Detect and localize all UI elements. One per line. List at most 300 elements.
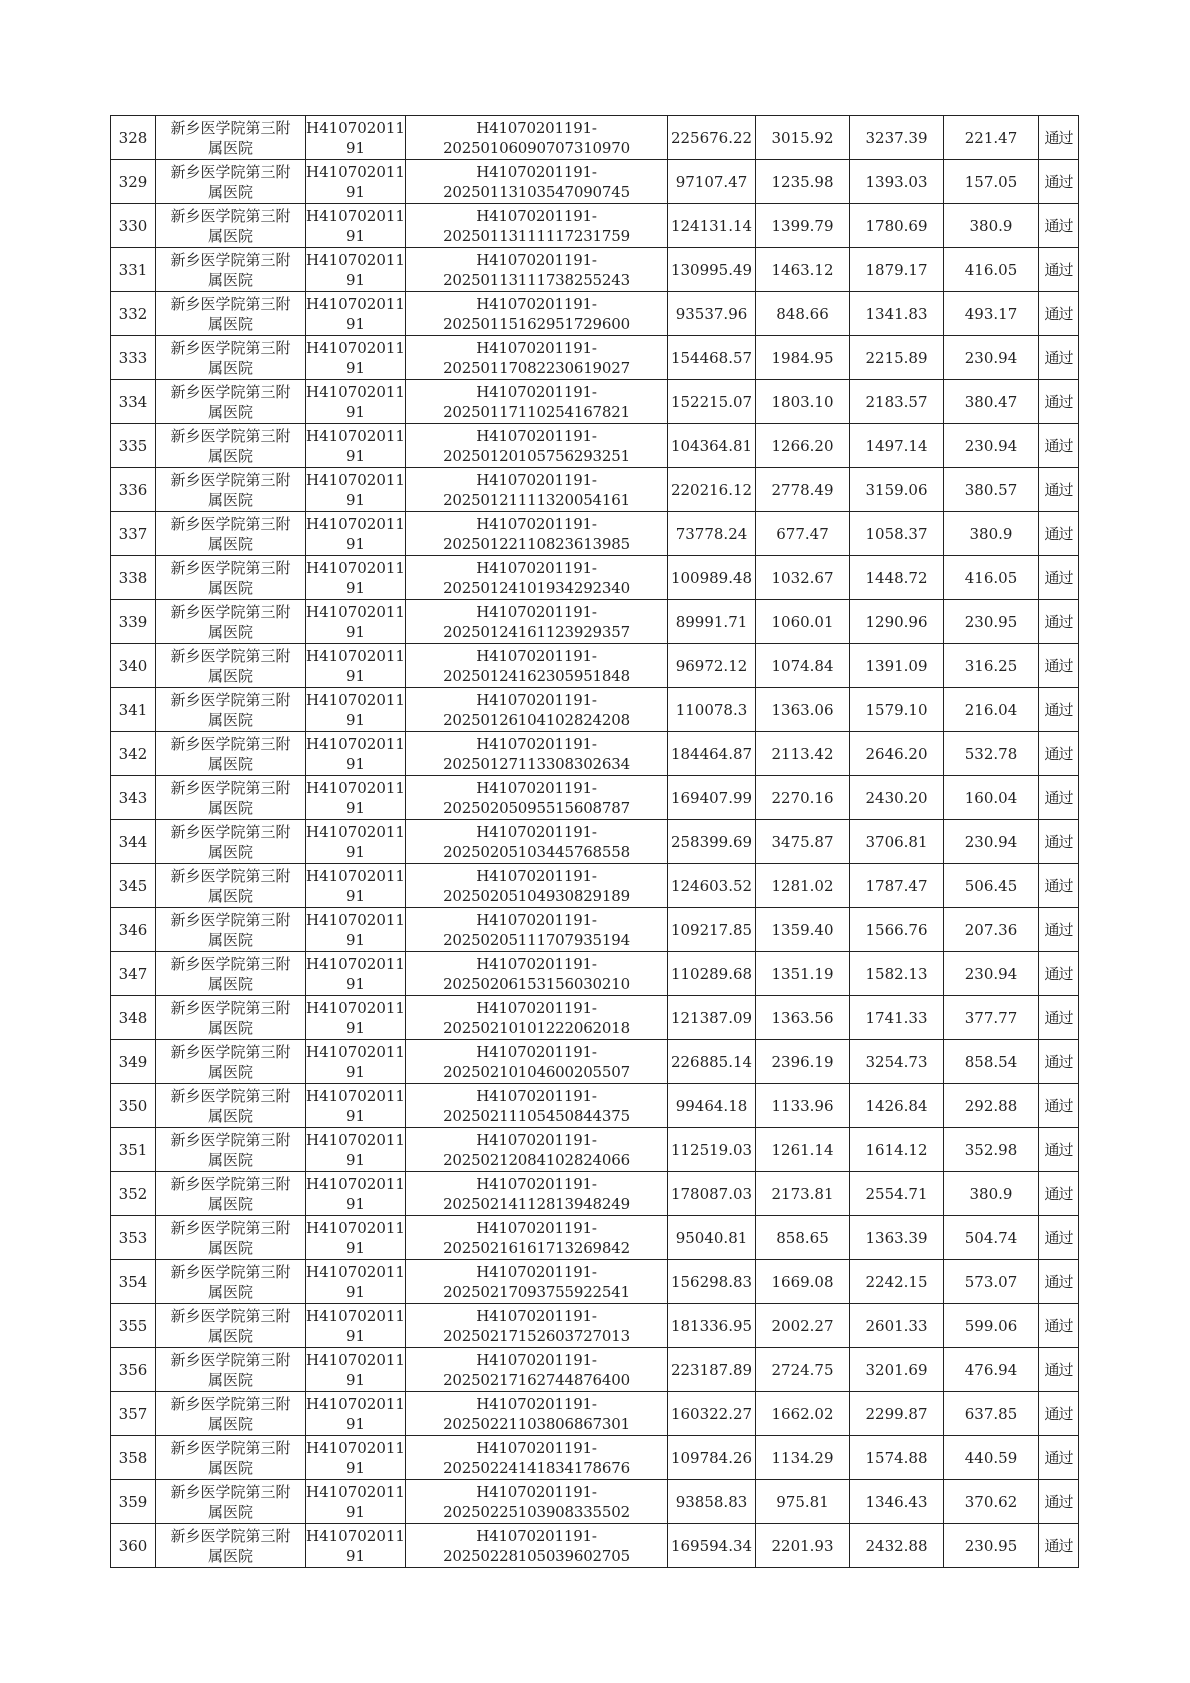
table-row <box>111 776 1079 820</box>
settlement-id <box>406 204 668 248</box>
row-number: 358 <box>111 1436 156 1480</box>
hospital-code-line-2: 91 <box>345 1414 366 1433</box>
hospital-code-line-2: 91 <box>345 1282 366 1301</box>
table-row <box>111 1172 1079 1216</box>
amount-total: 93537.96 <box>668 292 756 336</box>
amount-difference: 377.77 <box>944 996 1039 1040</box>
hospital-code-line-1: H410702011 <box>306 1086 405 1105</box>
hospital-name <box>156 776 306 820</box>
hospital-name <box>156 820 306 864</box>
hospital-name-line-1: 新乡医学院第三附 <box>170 1174 291 1193</box>
amount-3: 1290.96 <box>850 600 944 644</box>
amount-difference: 370.62 <box>944 1480 1039 1524</box>
amount-total: 258399.69 <box>668 820 756 864</box>
amount-2: 1281.02 <box>756 864 850 908</box>
hospital-code-line-1: H410702011 <box>306 646 405 665</box>
settlement-id <box>406 556 668 600</box>
hospital-name-line-2: 属医院 <box>207 930 253 949</box>
amount-3: 2646.20 <box>850 732 944 776</box>
amount-3: 2432.88 <box>850 1524 944 1568</box>
hospital-name-line-2: 属医院 <box>207 402 253 421</box>
amount-total: 73778.24 <box>668 512 756 556</box>
hospital-code <box>306 248 406 292</box>
hospital-name-line-2: 属医院 <box>207 622 253 641</box>
amount-total: 226885.14 <box>668 1040 756 1084</box>
amount-2: 2002.27 <box>756 1304 850 1348</box>
status-cell: 通过 <box>1039 952 1079 996</box>
amount-2: 1261.14 <box>756 1128 850 1172</box>
row-number: 337 <box>111 512 156 556</box>
row-number: 338 <box>111 556 156 600</box>
hospital-name-line-1: 新乡医学院第三附 <box>170 162 291 181</box>
hospital-name-line-2: 属医院 <box>207 1018 253 1037</box>
hospital-code-line-1: H410702011 <box>306 602 405 621</box>
hospital-name-line-1: 新乡医学院第三附 <box>170 1262 291 1281</box>
hospital-code <box>306 1040 406 1084</box>
hospital-code-line-2: 91 <box>345 1370 366 1389</box>
table-row <box>111 116 1079 160</box>
amount-2: 1669.08 <box>756 1260 850 1304</box>
settlement-id-line-2: 20250205103445768558 <box>443 842 630 861</box>
status-cell: 通过 <box>1039 512 1079 556</box>
amount-difference: 380.9 <box>944 1172 1039 1216</box>
row-number: 339 <box>111 600 156 644</box>
hospital-name-line-1: 新乡医学院第三附 <box>170 382 291 401</box>
row-number: 354 <box>111 1260 156 1304</box>
hospital-code-line-1: H410702011 <box>306 118 405 137</box>
row-number: 348 <box>111 996 156 1040</box>
table-row <box>111 1480 1079 1524</box>
settlement-id-line-1: H41070201191- <box>476 1086 597 1105</box>
status-cell: 通过 <box>1039 204 1079 248</box>
row-number: 350 <box>111 1084 156 1128</box>
hospital-code <box>306 1128 406 1172</box>
amount-2: 1351.19 <box>756 952 850 996</box>
hospital-name <box>156 512 306 556</box>
hospital-code-line-1: H410702011 <box>306 866 405 885</box>
amount-total: 223187.89 <box>668 1348 756 1392</box>
status-cell: 通过 <box>1039 1524 1079 1568</box>
settlement-id-line-2: 20250210101222062018 <box>443 1018 630 1037</box>
hospital-code-line-2: 91 <box>345 798 366 817</box>
amount-difference: 493.17 <box>944 292 1039 336</box>
settlement-id-line-1: H41070201191- <box>476 118 597 137</box>
hospital-code-line-2: 91 <box>345 1546 366 1565</box>
amount-3: 1579.10 <box>850 688 944 732</box>
amount-2: 848.66 <box>756 292 850 336</box>
hospital-code-line-1: H410702011 <box>306 1218 405 1237</box>
hospital-name-line-2: 属医院 <box>207 1414 253 1433</box>
amount-total: 104364.81 <box>668 424 756 468</box>
settlement-id-line-1: H41070201191- <box>476 1394 597 1413</box>
table-row <box>111 864 1079 908</box>
hospital-name-line-1: 新乡医学院第三附 <box>170 558 291 577</box>
amount-total: 225676.22 <box>668 116 756 160</box>
table-row <box>111 1436 1079 1480</box>
hospital-name <box>156 292 306 336</box>
hospital-name <box>156 1040 306 1084</box>
table-row <box>111 468 1079 512</box>
hospital-code-line-1: H410702011 <box>306 338 405 357</box>
hospital-name <box>156 556 306 600</box>
amount-difference: 230.94 <box>944 952 1039 996</box>
hospital-code-line-1: H410702011 <box>306 1042 405 1061</box>
settlement-id-line-1: H41070201191- <box>476 866 597 885</box>
hospital-name <box>156 1172 306 1216</box>
amount-3: 2299.87 <box>850 1392 944 1436</box>
hospital-code <box>306 292 406 336</box>
amount-2: 1074.84 <box>756 644 850 688</box>
table-row <box>111 1304 1079 1348</box>
amount-difference: 216.04 <box>944 688 1039 732</box>
hospital-name-line-1: 新乡医学院第三附 <box>170 602 291 621</box>
settlement-id-line-2: 20250228105039602705 <box>443 1546 630 1565</box>
amount-total: 89991.71 <box>668 600 756 644</box>
hospital-code-line-2: 91 <box>345 710 366 729</box>
settlement-id-line-1: H41070201191- <box>476 1306 597 1325</box>
hospital-name-line-2: 属医院 <box>207 1546 253 1565</box>
row-number: 359 <box>111 1480 156 1524</box>
hospital-code-line-2: 91 <box>345 358 366 377</box>
settlement-id <box>406 1172 668 1216</box>
row-number: 342 <box>111 732 156 776</box>
hospital-name <box>156 424 306 468</box>
hospital-name <box>156 468 306 512</box>
hospital-name-line-2: 属医院 <box>207 710 253 729</box>
hospital-name-line-1: 新乡医学院第三附 <box>170 1482 291 1501</box>
hospital-code <box>306 336 406 380</box>
hospital-code-line-2: 91 <box>345 842 366 861</box>
amount-3: 1363.39 <box>850 1216 944 1260</box>
hospital-name-line-2: 属医院 <box>207 226 253 245</box>
amount-difference: 221.47 <box>944 116 1039 160</box>
hospital-code-line-2: 91 <box>345 138 366 157</box>
row-number: 334 <box>111 380 156 424</box>
hospital-code-line-2: 91 <box>345 1194 366 1213</box>
table-row <box>111 908 1079 952</box>
row-number: 351 <box>111 1128 156 1172</box>
amount-2: 2113.42 <box>756 732 850 776</box>
amount-2: 2778.49 <box>756 468 850 512</box>
hospital-name <box>156 908 306 952</box>
table-row <box>111 1524 1079 1568</box>
settlement-id-line-1: H41070201191- <box>476 338 597 357</box>
row-number: 340 <box>111 644 156 688</box>
amount-3: 1346.43 <box>850 1480 944 1524</box>
amount-difference: 532.78 <box>944 732 1039 776</box>
hospital-code <box>306 1260 406 1304</box>
hospital-name-line-1: 新乡医学院第三附 <box>170 294 291 313</box>
amount-difference: 230.94 <box>944 820 1039 864</box>
hospital-code <box>306 380 406 424</box>
table-row <box>111 380 1079 424</box>
amount-2: 1133.96 <box>756 1084 850 1128</box>
settlement-id-line-2: 20250113111117231759 <box>443 226 630 245</box>
hospital-code-line-1: H410702011 <box>306 294 405 313</box>
hospital-name-line-2: 属医院 <box>207 1370 253 1389</box>
hospital-code-line-1: H410702011 <box>306 558 405 577</box>
hospital-name-line-1: 新乡医学院第三附 <box>170 998 291 1017</box>
amount-difference: 292.88 <box>944 1084 1039 1128</box>
hospital-name-line-1: 新乡医学院第三附 <box>170 734 291 753</box>
amount-total: 121387.09 <box>668 996 756 1040</box>
settlement-id-line-1: H41070201191- <box>476 690 597 709</box>
settlement-id <box>406 1480 668 1524</box>
status-cell: 通过 <box>1039 116 1079 160</box>
hospital-name-line-2: 属医院 <box>207 842 253 861</box>
row-number: 349 <box>111 1040 156 1084</box>
hospital-name <box>156 336 306 380</box>
hospital-name-line-1: 新乡医学院第三附 <box>170 1306 291 1325</box>
settlement-id-line-1: H41070201191- <box>476 250 597 269</box>
settlement-id <box>406 864 668 908</box>
hospital-code <box>306 1524 406 1568</box>
amount-2: 1662.02 <box>756 1392 850 1436</box>
amount-2: 2270.16 <box>756 776 850 820</box>
amount-difference: 476.94 <box>944 1348 1039 1392</box>
hospital-name-line-2: 属医院 <box>207 886 253 905</box>
amount-3: 1426.84 <box>850 1084 944 1128</box>
amount-3: 3201.69 <box>850 1348 944 1392</box>
row-number: 328 <box>111 116 156 160</box>
settlement-id-line-2: 20250221103806867301 <box>443 1414 630 1433</box>
row-number: 341 <box>111 688 156 732</box>
hospital-code <box>306 556 406 600</box>
amount-difference: 352.98 <box>944 1128 1039 1172</box>
hospital-name-line-1: 新乡医学院第三附 <box>170 1218 291 1237</box>
hospital-name-line-2: 属医院 <box>207 182 253 201</box>
table-row <box>111 820 1079 864</box>
table-row <box>111 1392 1079 1436</box>
table-row <box>111 336 1079 380</box>
amount-difference: 573.07 <box>944 1260 1039 1304</box>
hospital-name <box>156 160 306 204</box>
amount-2: 2173.81 <box>756 1172 850 1216</box>
amount-3: 1582.13 <box>850 952 944 996</box>
status-cell: 通过 <box>1039 424 1079 468</box>
table-row <box>111 556 1079 600</box>
hospital-code <box>306 116 406 160</box>
row-number: 336 <box>111 468 156 512</box>
amount-total: 130995.49 <box>668 248 756 292</box>
hospital-code-line-1: H410702011 <box>306 382 405 401</box>
hospital-code-line-2: 91 <box>345 578 366 597</box>
amount-total: 110289.68 <box>668 952 756 996</box>
settlement-id <box>406 468 668 512</box>
settlement-id <box>406 336 668 380</box>
hospital-code-line-1: H410702011 <box>306 822 405 841</box>
table-row <box>111 512 1079 556</box>
amount-2: 1032.67 <box>756 556 850 600</box>
hospital-code-line-1: H410702011 <box>306 778 405 797</box>
hospital-code <box>306 1480 406 1524</box>
status-cell: 通过 <box>1039 908 1079 952</box>
status-cell: 通过 <box>1039 1040 1079 1084</box>
hospital-name-line-2: 属医院 <box>207 490 253 509</box>
hospital-name-line-2: 属医院 <box>207 666 253 685</box>
table-row <box>111 1040 1079 1084</box>
hospital-code-line-1: H410702011 <box>306 1262 405 1281</box>
status-cell: 通过 <box>1039 1260 1079 1304</box>
hospital-code-line-1: H410702011 <box>306 206 405 225</box>
amount-total: 109784.26 <box>668 1436 756 1480</box>
amount-total: 184464.87 <box>668 732 756 776</box>
hospital-code <box>306 732 406 776</box>
settlement-id-line-1: H41070201191- <box>476 734 597 753</box>
row-number: 353 <box>111 1216 156 1260</box>
hospital-code-line-1: H410702011 <box>306 690 405 709</box>
hospital-name <box>156 1216 306 1260</box>
amount-total: 109217.85 <box>668 908 756 952</box>
table-row <box>111 424 1079 468</box>
hospital-name-line-2: 属医院 <box>207 1062 253 1081</box>
hospital-code-line-1: H410702011 <box>306 1130 405 1149</box>
amount-difference: 230.94 <box>944 424 1039 468</box>
amount-difference: 858.54 <box>944 1040 1039 1084</box>
hospital-code <box>306 688 406 732</box>
hospital-name-line-1: 新乡医学院第三附 <box>170 822 291 841</box>
hospital-name-line-2: 属医院 <box>207 974 253 993</box>
settlement-id-line-2: 20250122110823613985 <box>443 534 630 553</box>
hospital-code-line-1: H410702011 <box>306 162 405 181</box>
hospital-code-line-1: H410702011 <box>306 1306 405 1325</box>
hospital-name <box>156 864 306 908</box>
amount-2: 1060.01 <box>756 600 850 644</box>
row-number: 355 <box>111 1304 156 1348</box>
hospital-name-line-2: 属医院 <box>207 1502 253 1521</box>
hospital-code <box>306 468 406 512</box>
amount-2: 2396.19 <box>756 1040 850 1084</box>
settlement-id-line-1: H41070201191- <box>476 294 597 313</box>
settlement-id-line-1: H41070201191- <box>476 1482 597 1501</box>
settlement-id-line-2: 20250113103547090745 <box>443 182 630 201</box>
amount-2: 1359.40 <box>756 908 850 952</box>
hospital-name <box>156 1128 306 1172</box>
status-cell: 通过 <box>1039 1304 1079 1348</box>
hospital-code-line-2: 91 <box>345 446 366 465</box>
row-number: 331 <box>111 248 156 292</box>
amount-3: 3159.06 <box>850 468 944 512</box>
amount-3: 1448.72 <box>850 556 944 600</box>
hospital-name-line-1: 新乡医学院第三附 <box>170 954 291 973</box>
table-row <box>111 248 1079 292</box>
hospital-code <box>306 908 406 952</box>
row-number: 332 <box>111 292 156 336</box>
hospital-code-line-1: H410702011 <box>306 250 405 269</box>
status-cell: 通过 <box>1039 1084 1079 1128</box>
hospital-code-line-2: 91 <box>345 534 366 553</box>
settlement-id-line-2: 20250117110254167821 <box>443 402 630 421</box>
status-cell: 通过 <box>1039 1348 1079 1392</box>
amount-total: 169407.99 <box>668 776 756 820</box>
hospital-code <box>306 1348 406 1392</box>
hospital-name-line-2: 属医院 <box>207 1282 253 1301</box>
status-cell: 通过 <box>1039 644 1079 688</box>
hospital-name-line-2: 属医院 <box>207 1194 253 1213</box>
row-number: 345 <box>111 864 156 908</box>
hospital-code-line-2: 91 <box>345 402 366 421</box>
status-cell: 通过 <box>1039 336 1079 380</box>
settlement-id-line-2: 20250217152603727013 <box>443 1326 630 1345</box>
settlement-id-line-2: 20250124101934292340 <box>443 578 630 597</box>
hospital-name <box>156 116 306 160</box>
row-number: 343 <box>111 776 156 820</box>
amount-3: 2215.89 <box>850 336 944 380</box>
settlement-id-line-2: 20250210104600205507 <box>443 1062 630 1081</box>
hospital-name <box>156 952 306 996</box>
amount-total: 124603.52 <box>668 864 756 908</box>
amount-3: 3254.73 <box>850 1040 944 1084</box>
settlement-id-line-1: H41070201191- <box>476 1262 597 1281</box>
row-number: 329 <box>111 160 156 204</box>
amount-2: 2201.93 <box>756 1524 850 1568</box>
amount-total: 178087.03 <box>668 1172 756 1216</box>
settlement-id-line-1: H41070201191- <box>476 206 597 225</box>
settlement-id-line-2: 20250214112813948249 <box>443 1194 630 1213</box>
table-row <box>111 732 1079 776</box>
amount-3: 1780.69 <box>850 204 944 248</box>
hospital-code-line-2: 91 <box>345 1326 366 1345</box>
amount-total: 124131.14 <box>668 204 756 248</box>
amount-total: 95040.81 <box>668 1216 756 1260</box>
hospital-name-line-1: 新乡医学院第三附 <box>170 910 291 929</box>
settlement-id-line-1: H41070201191- <box>476 910 597 929</box>
amount-2: 1803.10 <box>756 380 850 424</box>
amount-difference: 506.45 <box>944 864 1039 908</box>
settlement-id <box>406 1392 668 1436</box>
table-row <box>111 1128 1079 1172</box>
settlement-id <box>406 1128 668 1172</box>
status-cell: 通过 <box>1039 1392 1079 1436</box>
hospital-code-line-2: 91 <box>345 314 366 333</box>
hospital-name <box>156 732 306 776</box>
amount-3: 1391.09 <box>850 644 944 688</box>
status-cell: 通过 <box>1039 1172 1079 1216</box>
amount-difference: 380.9 <box>944 204 1039 248</box>
hospital-name <box>156 688 306 732</box>
status-cell: 通过 <box>1039 600 1079 644</box>
amount-total: 181336.95 <box>668 1304 756 1348</box>
row-number: 344 <box>111 820 156 864</box>
hospital-code <box>306 776 406 820</box>
hospital-code-line-2: 91 <box>345 1062 366 1081</box>
settlement-id-line-2: 20250115162951729600 <box>443 314 630 333</box>
row-number: 346 <box>111 908 156 952</box>
amount-difference: 504.74 <box>944 1216 1039 1260</box>
hospital-code-line-1: H410702011 <box>306 1526 405 1545</box>
amount-total: 154468.57 <box>668 336 756 380</box>
amount-total: 93858.83 <box>668 1480 756 1524</box>
hospital-name-line-2: 属医院 <box>207 1150 253 1169</box>
settlement-id <box>406 1524 668 1568</box>
hospital-code-line-1: H410702011 <box>306 1482 405 1501</box>
hospital-code-line-1: H410702011 <box>306 1174 405 1193</box>
settlement-id <box>406 1260 668 1304</box>
hospital-code-line-2: 91 <box>345 1150 366 1169</box>
amount-3: 1341.83 <box>850 292 944 336</box>
hospital-code-line-2: 91 <box>345 974 366 993</box>
amount-difference: 599.06 <box>944 1304 1039 1348</box>
settlement-id <box>406 600 668 644</box>
settlement-id-line-1: H41070201191- <box>476 998 597 1017</box>
hospital-name-line-1: 新乡医学院第三附 <box>170 470 291 489</box>
settlement-id <box>406 1348 668 1392</box>
settlement-id <box>406 292 668 336</box>
amount-difference: 637.85 <box>944 1392 1039 1436</box>
settlement-id-line-1: H41070201191- <box>476 954 597 973</box>
status-cell: 通过 <box>1039 1128 1079 1172</box>
hospital-name <box>156 380 306 424</box>
